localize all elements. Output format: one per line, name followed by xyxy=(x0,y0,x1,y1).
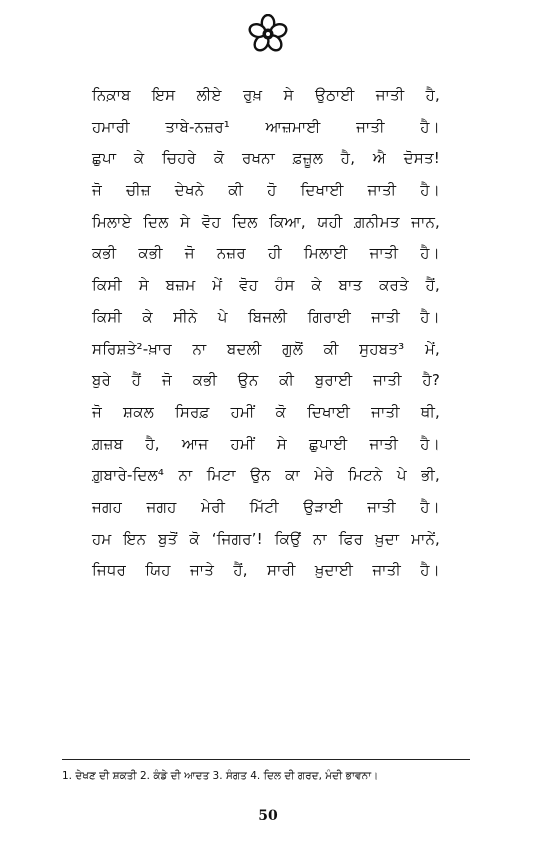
poem-line: ਗ਼ੁਬਾਰੇ-ਦਿਲ⁴ ਨਾ ਮਿਟਾ ਉਨ ਕਾ ਮੇਰੇ ਮਿਟਨੇ ਪੇ ਭੀ, xyxy=(92,466,440,485)
poem-line: ਜੋ ਚੀਜ਼ ਦੇਖਨੇ ਕੀ ਹੋ ਦਿਖਾਈ ਜਾਤੀ ਹੈ। xyxy=(92,181,440,200)
flower-ornament-icon xyxy=(248,14,288,54)
poem-line: ਗ਼ਜ਼ਬ ਹੈ, ਆਜ ਹਮੀਂ ਸੇ ਛੁਪਾਈ ਜਾਤੀ ਹੈ। xyxy=(92,434,440,453)
poem-line: ਜਿਧਰ ਯਿਹ ਜਾਤੇ ਹੈਂ, ਸਾਰੀ ਖ਼ੁਦਾਈ ਜਾਤੀ ਹੈ। xyxy=(92,561,440,580)
poem-line: ਕਿਸੀ ਕੇ ਸੀਨੇ ਪੇ ਬਿਜਲੀ ਗਿਰਾਈ ਜਾਤੀ ਹੈ। xyxy=(92,307,440,326)
poem-line: ਬੁਰੇ ਹੈਂ ਜੋ ਕਭੀ ਉਨ ਕੀ ਬੁਰਾਈ ਜਾਤੀ ਹੈ? xyxy=(92,371,440,390)
poem-line: ਛੁਪਾ ਕੇ ਚਿਹਰੇ ਕੋ ਰਖਨਾ ਫ਼ਜ਼ੂਲ ਹੈ, ਐ ਦੋਸਤ! xyxy=(92,149,440,168)
poem-line: ਹਮਾਰੀ ਤਾਬੇ-ਨਜ਼ਰ¹ ਆਜ਼ਮਾਈ ਜਾਤੀ ਹੈ। xyxy=(92,117,440,136)
footnote: 1. ਦੇਖਣ ਦੀ ਸ਼ਕਤੀ 2. ਕੰਡੇ ਦੀ ਆਦਤ 3. ਸੰਗਤ 4. ਦਿਲ ਦੀ ਗਰਦ, ਮੰਦੀ ਭਾਵਨਾ। xyxy=(62,770,379,782)
poem-line: ਮਿਲਾਏ ਦਿਲ ਸੇ ਵੋਹ ਦਿਲ ਕਿਆ, ਯਹੀ ਗ਼ਨੀਮਤ ਜਾਨ, xyxy=(92,212,440,231)
poem-line: ਕਭੀ ਕਭੀ ਜੋ ਨਜ਼ਰ ਹੀ ਮਿਲਾਈ ਜਾਤੀ ਹੈ। xyxy=(92,244,440,263)
poem-line: ਜੋ ਸ਼ਕਲ ਸਿਰਫ਼ ਹਮੀਂ ਕੋ ਦਿਖਾਈ ਜਾਤੀ ਥੀ, xyxy=(92,402,440,421)
poem-line: ਜਗਹ ਜਗਹ ਮੇਰੀ ਮਿੱਟੀ ਉੜਾਈ ਜਾਤੀ ਹੈ। xyxy=(92,497,440,516)
poem-line: ਸਰਿਸ਼ਤੇ²-ਖ਼ਾਰ ਨਾ ਬਦਲੀ ਗੁਲੋਂ ਕੀ ਸੁਹਬਤ³ ਮੇਂ, xyxy=(92,339,440,358)
poem-line: ਹਮ ਇਨ ਬੁਤੋਂ ਕੋ ‘ਜਿਗਰ’! ਕਿਉਂ ਨਾ ਫਿਰ ਖ਼ੁਦਾ ਮਾਨੇਂ, xyxy=(92,529,440,548)
poem-line: ਕਿਸੀ ਸੇ ਬਜ਼ਮ ਮੇਂ ਵੋਹ ਹੰਸ ਕੇ ਬਾਤ ਕਰਤੇ ਹੈਂ, xyxy=(92,276,440,295)
poem-line: ਨਿਕ਼ਾਬ ਇਸ ਲੀਏ ਰੁਖ਼ ਸੇ ਉਠਾਈ ਜਾਤੀ ਹੈ, xyxy=(92,86,440,104)
footnote-divider xyxy=(62,759,470,760)
poem-body xyxy=(92,80,440,587)
page-number: 50 xyxy=(258,808,278,824)
